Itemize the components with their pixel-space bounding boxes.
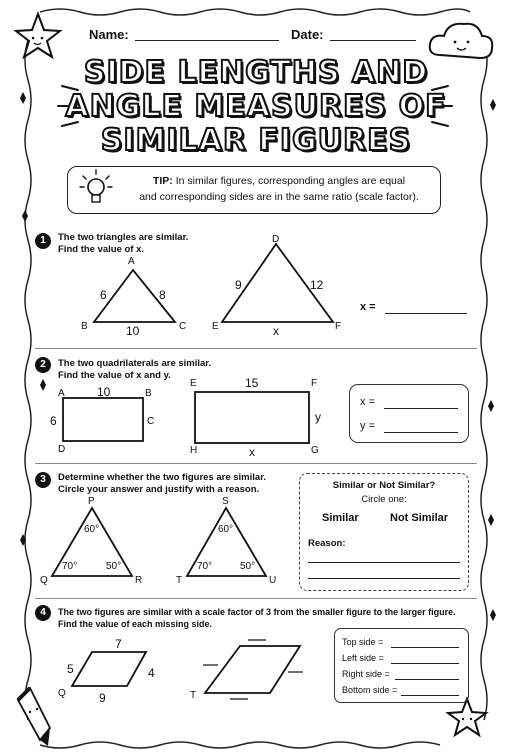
q4-answer-box [334, 628, 469, 703]
vertex-label: C [179, 321, 187, 332]
page-title-line1: SIDE LENGTHS AND [83, 55, 429, 90]
vertex-label: R [135, 575, 143, 586]
vertex-label: D [272, 234, 280, 245]
answer-label: Bottom side = [342, 685, 398, 695]
q2-line2: Find the value of x and y. [58, 370, 171, 381]
vertex-label: T [176, 575, 183, 586]
angle-label: 70° [62, 561, 78, 572]
side-label: 15 [245, 376, 259, 390]
side-label: y [315, 410, 321, 424]
question-number: 3 [35, 472, 51, 488]
answer-label: x = [360, 301, 376, 313]
angle-label: 60° [84, 524, 100, 535]
side-label: x [273, 324, 279, 338]
side-label: 8 [159, 288, 166, 302]
question-number: 1 [35, 233, 51, 249]
vertex-label: A [128, 256, 135, 267]
answer-label: x = [360, 396, 375, 408]
right-side-field[interactable] [395, 679, 459, 680]
angle-label: 50° [106, 561, 122, 572]
answer-label: Left side = [342, 653, 384, 663]
angle-label: 60° [218, 524, 234, 535]
side-label: 10 [97, 385, 111, 399]
vertex-label: G [311, 445, 319, 456]
side-label: 9 [235, 278, 242, 292]
q1-line1: The two triangles are similar. [58, 232, 189, 243]
name-label: Name: [89, 27, 129, 42]
answer-label: Right side = [342, 669, 390, 679]
similar-option[interactable]: Similar [322, 512, 359, 524]
answer-label: y = [360, 420, 375, 432]
tip-label: TIP: [152, 175, 173, 187]
side-label: 9 [99, 691, 106, 705]
reason-label: Reason: [308, 538, 346, 549]
vertex-label: F [335, 321, 342, 332]
vertex-label: T [190, 690, 197, 701]
angle-label: 50° [240, 561, 256, 572]
vertex-label: H [190, 445, 198, 456]
vertex-label: C [147, 416, 155, 427]
vertex-label: Q [58, 688, 66, 699]
bottom-side-field[interactable] [401, 695, 459, 696]
page-title-line2: ANGLE MEASURES OF [65, 89, 447, 124]
angle-label: 70° [197, 561, 213, 572]
q3-line1: Determine whether the two figures are similar. [58, 472, 267, 483]
vertex-label: B [81, 321, 88, 332]
tip-text-line1: In similar figures, corresponding angles are equal [175, 175, 406, 187]
vertex-label: P [88, 496, 95, 507]
q4-line1: The two figures are similar with a scale factor of 3 from the smaller figure to the larger figure. [58, 607, 456, 617]
tip-text-line2: and corresponding sides are in the same ratio (scale factor). [139, 191, 419, 203]
page-title-line3: SIMILAR FIGURES [100, 123, 412, 158]
vertex-label: F [311, 378, 318, 389]
not-similar-option[interactable]: Not Similar [390, 512, 449, 524]
circle-one-label: Circle one: [361, 494, 407, 505]
answer-label: Top side = [342, 637, 384, 647]
side-label: 6 [100, 288, 107, 302]
vertex-label: D [58, 444, 66, 455]
vertex-label: E [212, 321, 219, 332]
side-label: 4 [148, 666, 155, 680]
side-label: 6 [50, 414, 57, 428]
box-title: Similar or Not Similar? [332, 480, 436, 491]
side-label: x [249, 445, 255, 459]
side-label: 10 [126, 324, 140, 338]
side-label: 5 [67, 662, 74, 676]
question-number: 4 [35, 605, 51, 621]
side-label: 7 [115, 637, 122, 651]
vertex-label: B [145, 388, 152, 399]
top-side-field[interactable] [391, 647, 459, 648]
vertex-label: E [190, 378, 197, 389]
vertex-label: Q [40, 575, 48, 586]
vertex-label: S [222, 496, 229, 507]
q2-line1: The two quadrilaterals are similar. [58, 358, 212, 369]
q3-line2: Circle your answer and justify with a reason. [58, 484, 260, 495]
question-number: 2 [35, 357, 51, 373]
vertex-label: U [269, 575, 277, 586]
left-side-field[interactable] [391, 663, 459, 664]
date-label: Date: [291, 27, 324, 42]
vertex-label: A [58, 388, 65, 399]
q4-line2: Find the value of each missing side. [58, 619, 213, 629]
side-label: 12 [310, 278, 324, 292]
q1-line2: Find the value of x. [58, 244, 145, 255]
